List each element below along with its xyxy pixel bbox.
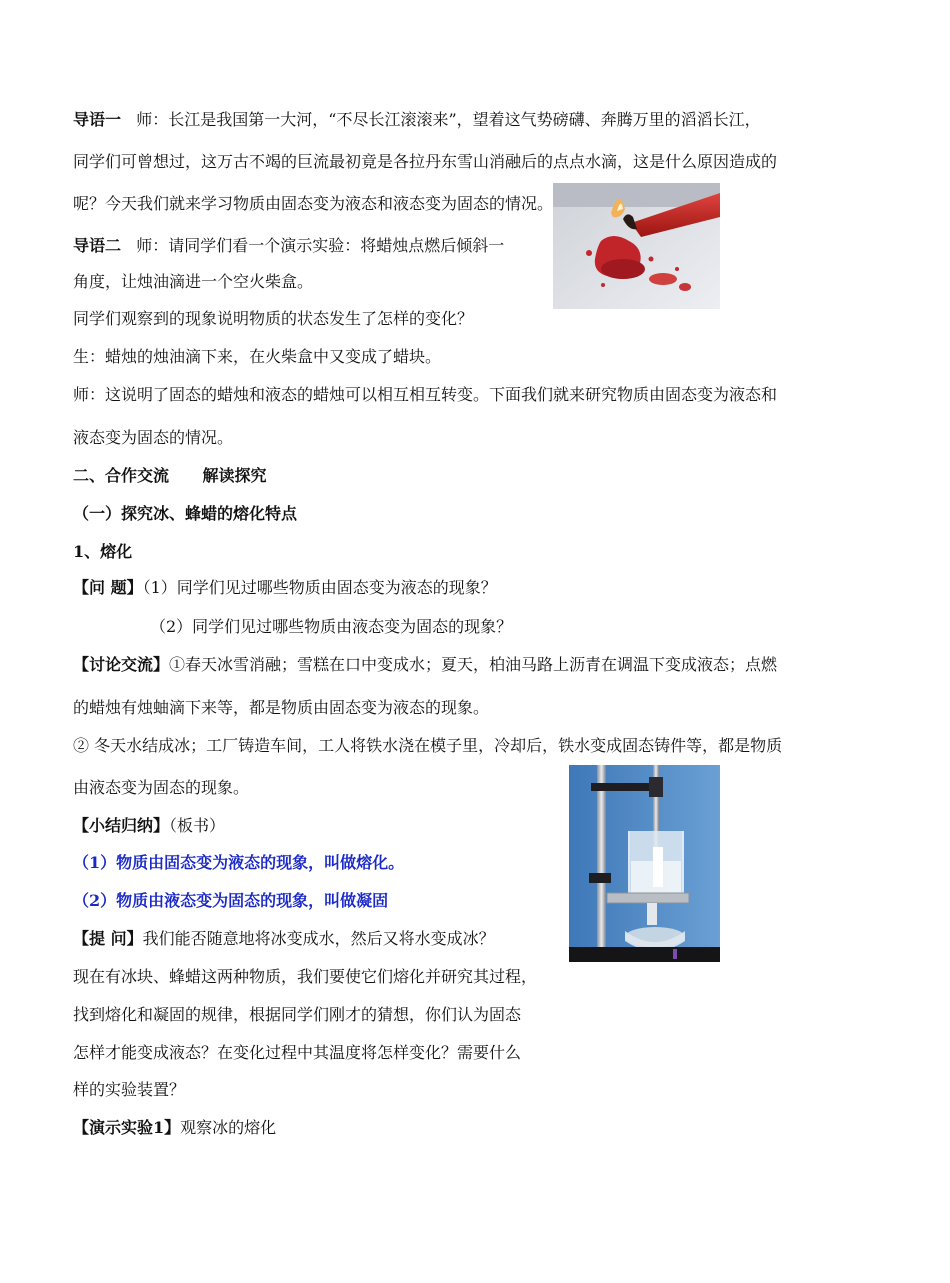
intro-one-label: 导语一	[73, 110, 122, 129]
text-line: 呢？今天我们就来学习物质由固态变为液态和液态变为固态的情况。	[73, 194, 554, 213]
section-heading-b: 解读探究	[202, 466, 267, 485]
intro-one-text: 师：长江是我国第一大河，“不尽长江滚滚来”，望着这气势磅礴、奔腾万里的滔滔长江，	[136, 110, 761, 129]
intro-two-line	[73, 236, 504, 256]
candle-wax-photo	[553, 183, 720, 309]
text-line: ② 冬天水结成冰；工厂铸造车间，工人将铁水浇在模子里，冷却后，铁水变成固态铸件等，都是物质	[73, 736, 783, 755]
definition-freezing: （2）物质由液态变为固态的现象，叫做凝固	[73, 891, 389, 910]
discussion-text: ①春天冰雪消融；雪糕在口中变成水；夏天，柏油马路上沥青在调温下变成液态；点燃	[169, 655, 778, 674]
summary-label: 【小结归纳】	[73, 816, 170, 835]
student-answer: 生：蜡烛的烛油滴下来，在火柴盒中又变成了蜡块。	[73, 347, 442, 366]
subsection-heading: （一）探究冰、蜂蜡的熔化特点	[73, 504, 298, 523]
topic-heading: 1、熔化	[73, 542, 133, 561]
ask-text: 我们能否随意地将冰变成水，然后又将水变成冰？	[142, 929, 495, 948]
demo-text: 观察冰的熔化	[180, 1118, 277, 1137]
question-block	[73, 578, 497, 598]
teacher-text: 师：这说明了固态的蜡烛和液态的蜡烛可以相互相互转变。下面我们就来研究物质由固态变为液态和	[73, 385, 778, 404]
summary-note: （板书）	[169, 816, 226, 835]
text-line: 找到熔化和凝固的规律，根据同学们刚才的猜想，你们认为固态	[73, 1005, 522, 1024]
ask-label: 【提 问】	[73, 929, 143, 948]
text-line: 由液态变为固态的现象。	[73, 778, 250, 797]
question-line: 同学们观察到的现象说明物质的状态发生了怎样的变化？	[73, 309, 474, 328]
section-heading	[73, 466, 266, 486]
demo-block	[73, 1118, 276, 1138]
teacher-text: 液态变为固态的情况。	[73, 428, 234, 447]
question-label: 【问 题】	[73, 578, 143, 597]
ice-melting-apparatus-photo	[569, 765, 720, 962]
definition-melting: （1）物质由固态变为液态的现象，叫做熔化。	[73, 853, 405, 872]
ask-block	[73, 929, 495, 949]
discussion-label: 【讨论交流】	[73, 655, 170, 674]
summary-block	[73, 816, 225, 836]
text-line: 样的实验装置？	[73, 1080, 186, 1099]
text-line: 的蜡烛有烛蚰滴下来等，都是物质由固态变为液态的现象。	[73, 698, 490, 717]
intro-one-line	[73, 110, 761, 130]
question-1: （1）同学们见过哪些物质由固态变为液态的现象？	[142, 578, 497, 597]
text-line: 现在有冰块、蜂蜡这两种物质，我们要使它们熔化并研究其过程，	[73, 967, 538, 986]
text-line: 同学们可曾想过，这万古不竭的巨流最初竟是各拉丹东雪山消融后的点点水滴，这是什么原因造成的	[73, 152, 778, 171]
section-heading-a: 二、合作交流	[73, 466, 170, 485]
intro-two-text: 师：请同学们看一个演示实验：将蜡烛点燃后倾斜一	[136, 236, 505, 255]
discussion-block	[73, 655, 777, 675]
question-2: （2）同学们见过哪些物质由液态变为固态的现象？	[150, 617, 513, 636]
text-line: 怎样才能变成液态？在变化过程中其温度将怎样变化？需要什么	[73, 1043, 522, 1062]
intro-two-label: 导语二	[73, 236, 122, 255]
demo-label: 【演示实验1】	[73, 1118, 181, 1137]
text-line: 角度，让烛油滴进一个空火柴盒。	[73, 272, 314, 291]
